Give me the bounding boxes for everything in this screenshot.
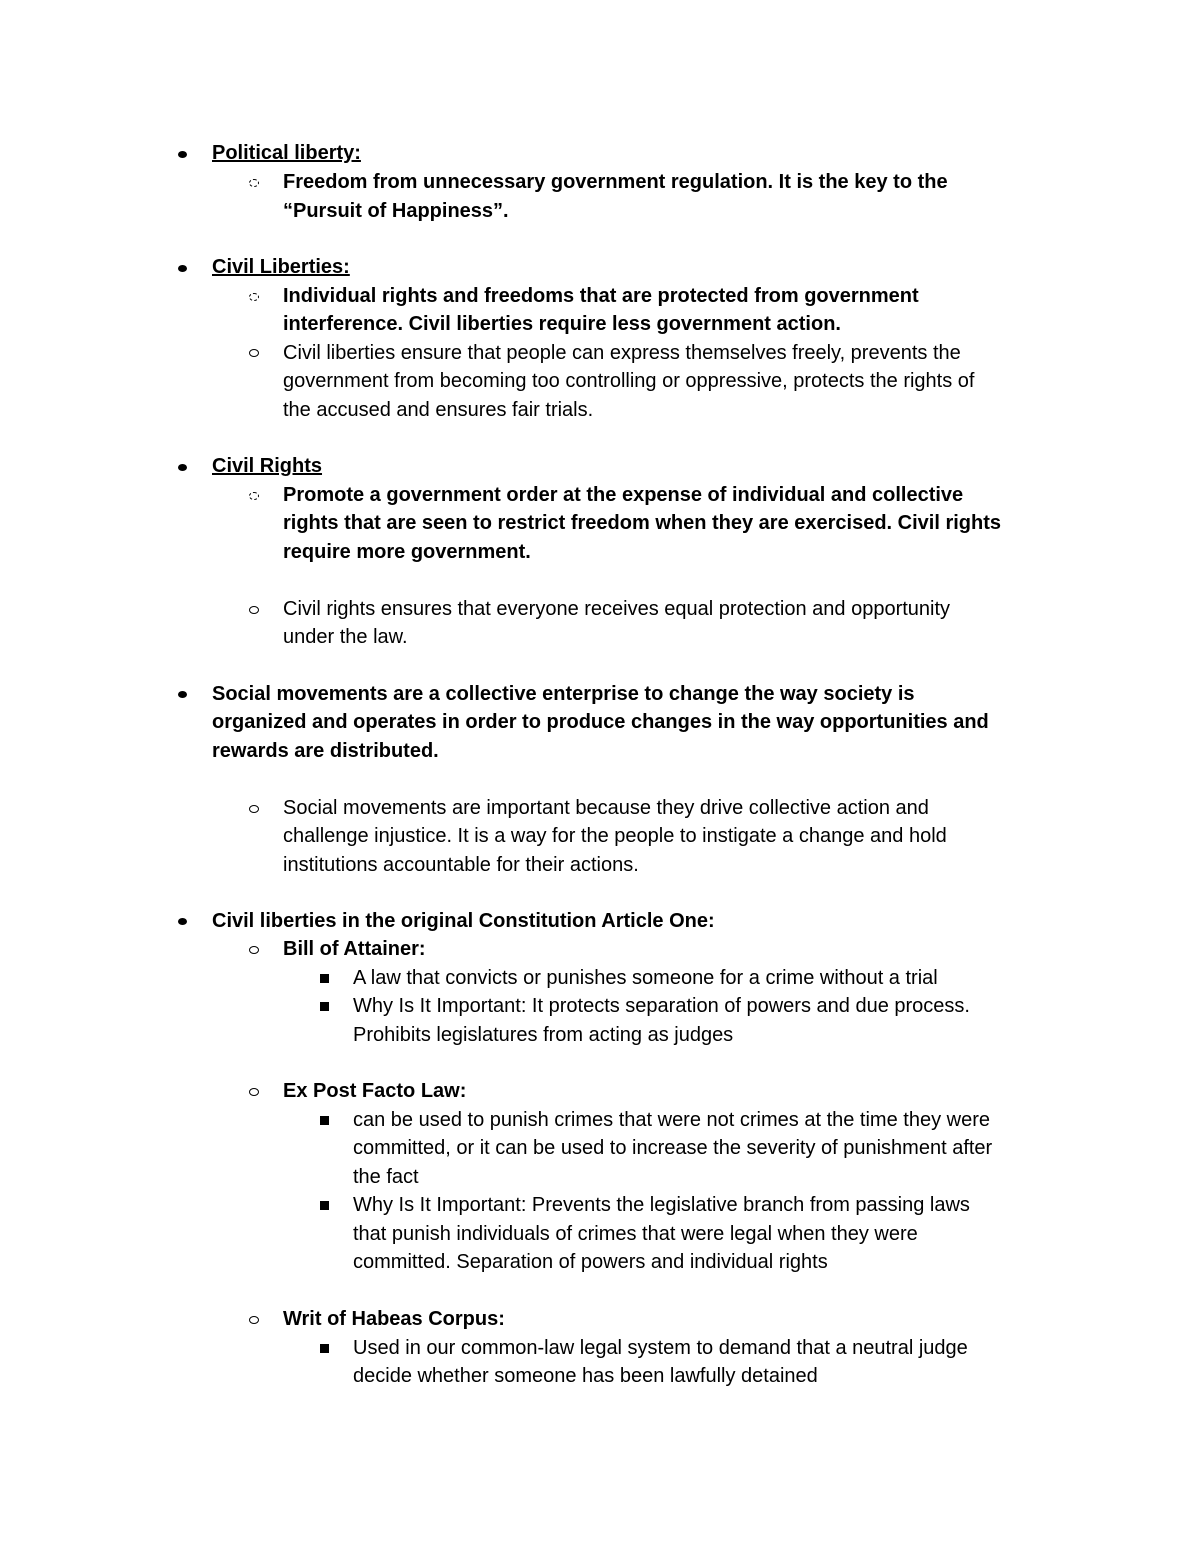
political-liberty-definition: “Pursuit of Happiness”. [283,200,509,222]
bullet-square [320,1002,329,1011]
civil-rights-definition: require more government. [283,541,531,563]
bullet-dot [178,265,187,272]
bullet-ring [249,293,259,301]
habeas-corpus-title: Writ of Habeas Corpus: [283,1308,505,1330]
ex-post-facto-item: Why Is It Important: Prevents the legislative branch from passing laws [353,1194,970,1216]
bullet-dot [178,151,187,158]
social-movements-definition: Social movements are a collective enterprise to change the way society is [212,683,915,705]
bullet-ring [249,179,259,187]
habeas-corpus-item: Used in our common-law legal system to demand that a neutral judge [353,1337,968,1359]
ex-post-facto-item: the fact [353,1166,419,1188]
ex-post-facto-item: can be used to punish crimes that were not crimes at the time they were [353,1109,990,1131]
civil-liberties-definition: interference. Civil liberties require less government action. [283,313,841,335]
social-movements-note: institutions accountable for their actions. [283,854,639,876]
bullet-dot [178,918,187,925]
civil-rights-heading: Civil Rights [212,455,323,477]
civil-rights-definition: Promote a government order at the expense of individual and collective [283,484,964,506]
civil-liberties-note: the accused and ensures fair trials. [283,399,594,421]
ex-post-facto-item: committed. Separation of powers and individual rights [353,1251,828,1273]
social-movements-definition: organized and operates in order to produce changes in the way opportunities and [212,711,989,733]
bullet-square [320,1344,329,1353]
civil-liberties-definition: Individual rights and freedoms that are protected from government [283,285,919,307]
bill-of-attainer-item: Why Is It Important: It protects separation of powers and due process. [353,995,970,1017]
ex-post-facto-title: Ex Post Facto Law: [283,1080,467,1102]
bullet-ring [249,805,259,813]
constitution-heading: Civil liberties in the original Constitution Article One: [212,910,715,932]
bullet-ring [249,1316,259,1324]
habeas-corpus-item: decide whether someone has been lawfully detained [353,1365,818,1387]
civil-rights-note: under the law. [283,626,408,648]
social-movements-definition: rewards are distributed. [212,740,439,762]
civil-liberties-heading: Civil Liberties: [212,256,350,278]
civil-liberties-note: Civil liberties ensure that people can express themselves freely, prevents the [283,342,961,364]
social-movements-note: challenge injustice. It is a way for the people to instigate a change and hold [283,825,947,847]
bullet-square [320,974,329,983]
ex-post-facto-item: that punish individuals of crimes that were legal when they were [353,1223,918,1245]
political-liberty-definition: Freedom from unnecessary government regulation. It is the key to the [283,171,948,193]
bullet-dot [178,691,187,698]
political-liberty-heading: Political liberty: [212,142,361,164]
bullet-ring [249,606,259,614]
ex-post-facto-item: committed, or it can be used to increase the severity of punishment after [353,1137,993,1159]
civil-liberties-note: government from becoming too controlling or oppressive, protects the rights of [283,370,975,392]
bullet-ring [249,1088,259,1096]
bullet-dot [178,464,187,471]
bullet-ring [249,349,259,357]
bullet-square [320,1116,329,1125]
civil-rights-definition: rights that are seen to restrict freedom when they are exercised. Civil rights [283,512,1002,534]
bullet-square [320,1201,329,1210]
civil-rights-note: Civil rights ensures that everyone receives equal protection and opportunity [283,598,951,620]
bullet-ring [249,946,259,954]
bullet-ring [249,492,259,500]
bill-of-attainer-item: Prohibits legislatures from acting as judges [353,1024,734,1046]
social-movements-note: Social movements are important because they drive collective action and [283,797,929,819]
bill-of-attainer-item: A law that convicts or punishes someone for a crime without a trial [353,967,938,989]
bill-of-attainer-title: Bill of Attainer: [283,938,426,960]
